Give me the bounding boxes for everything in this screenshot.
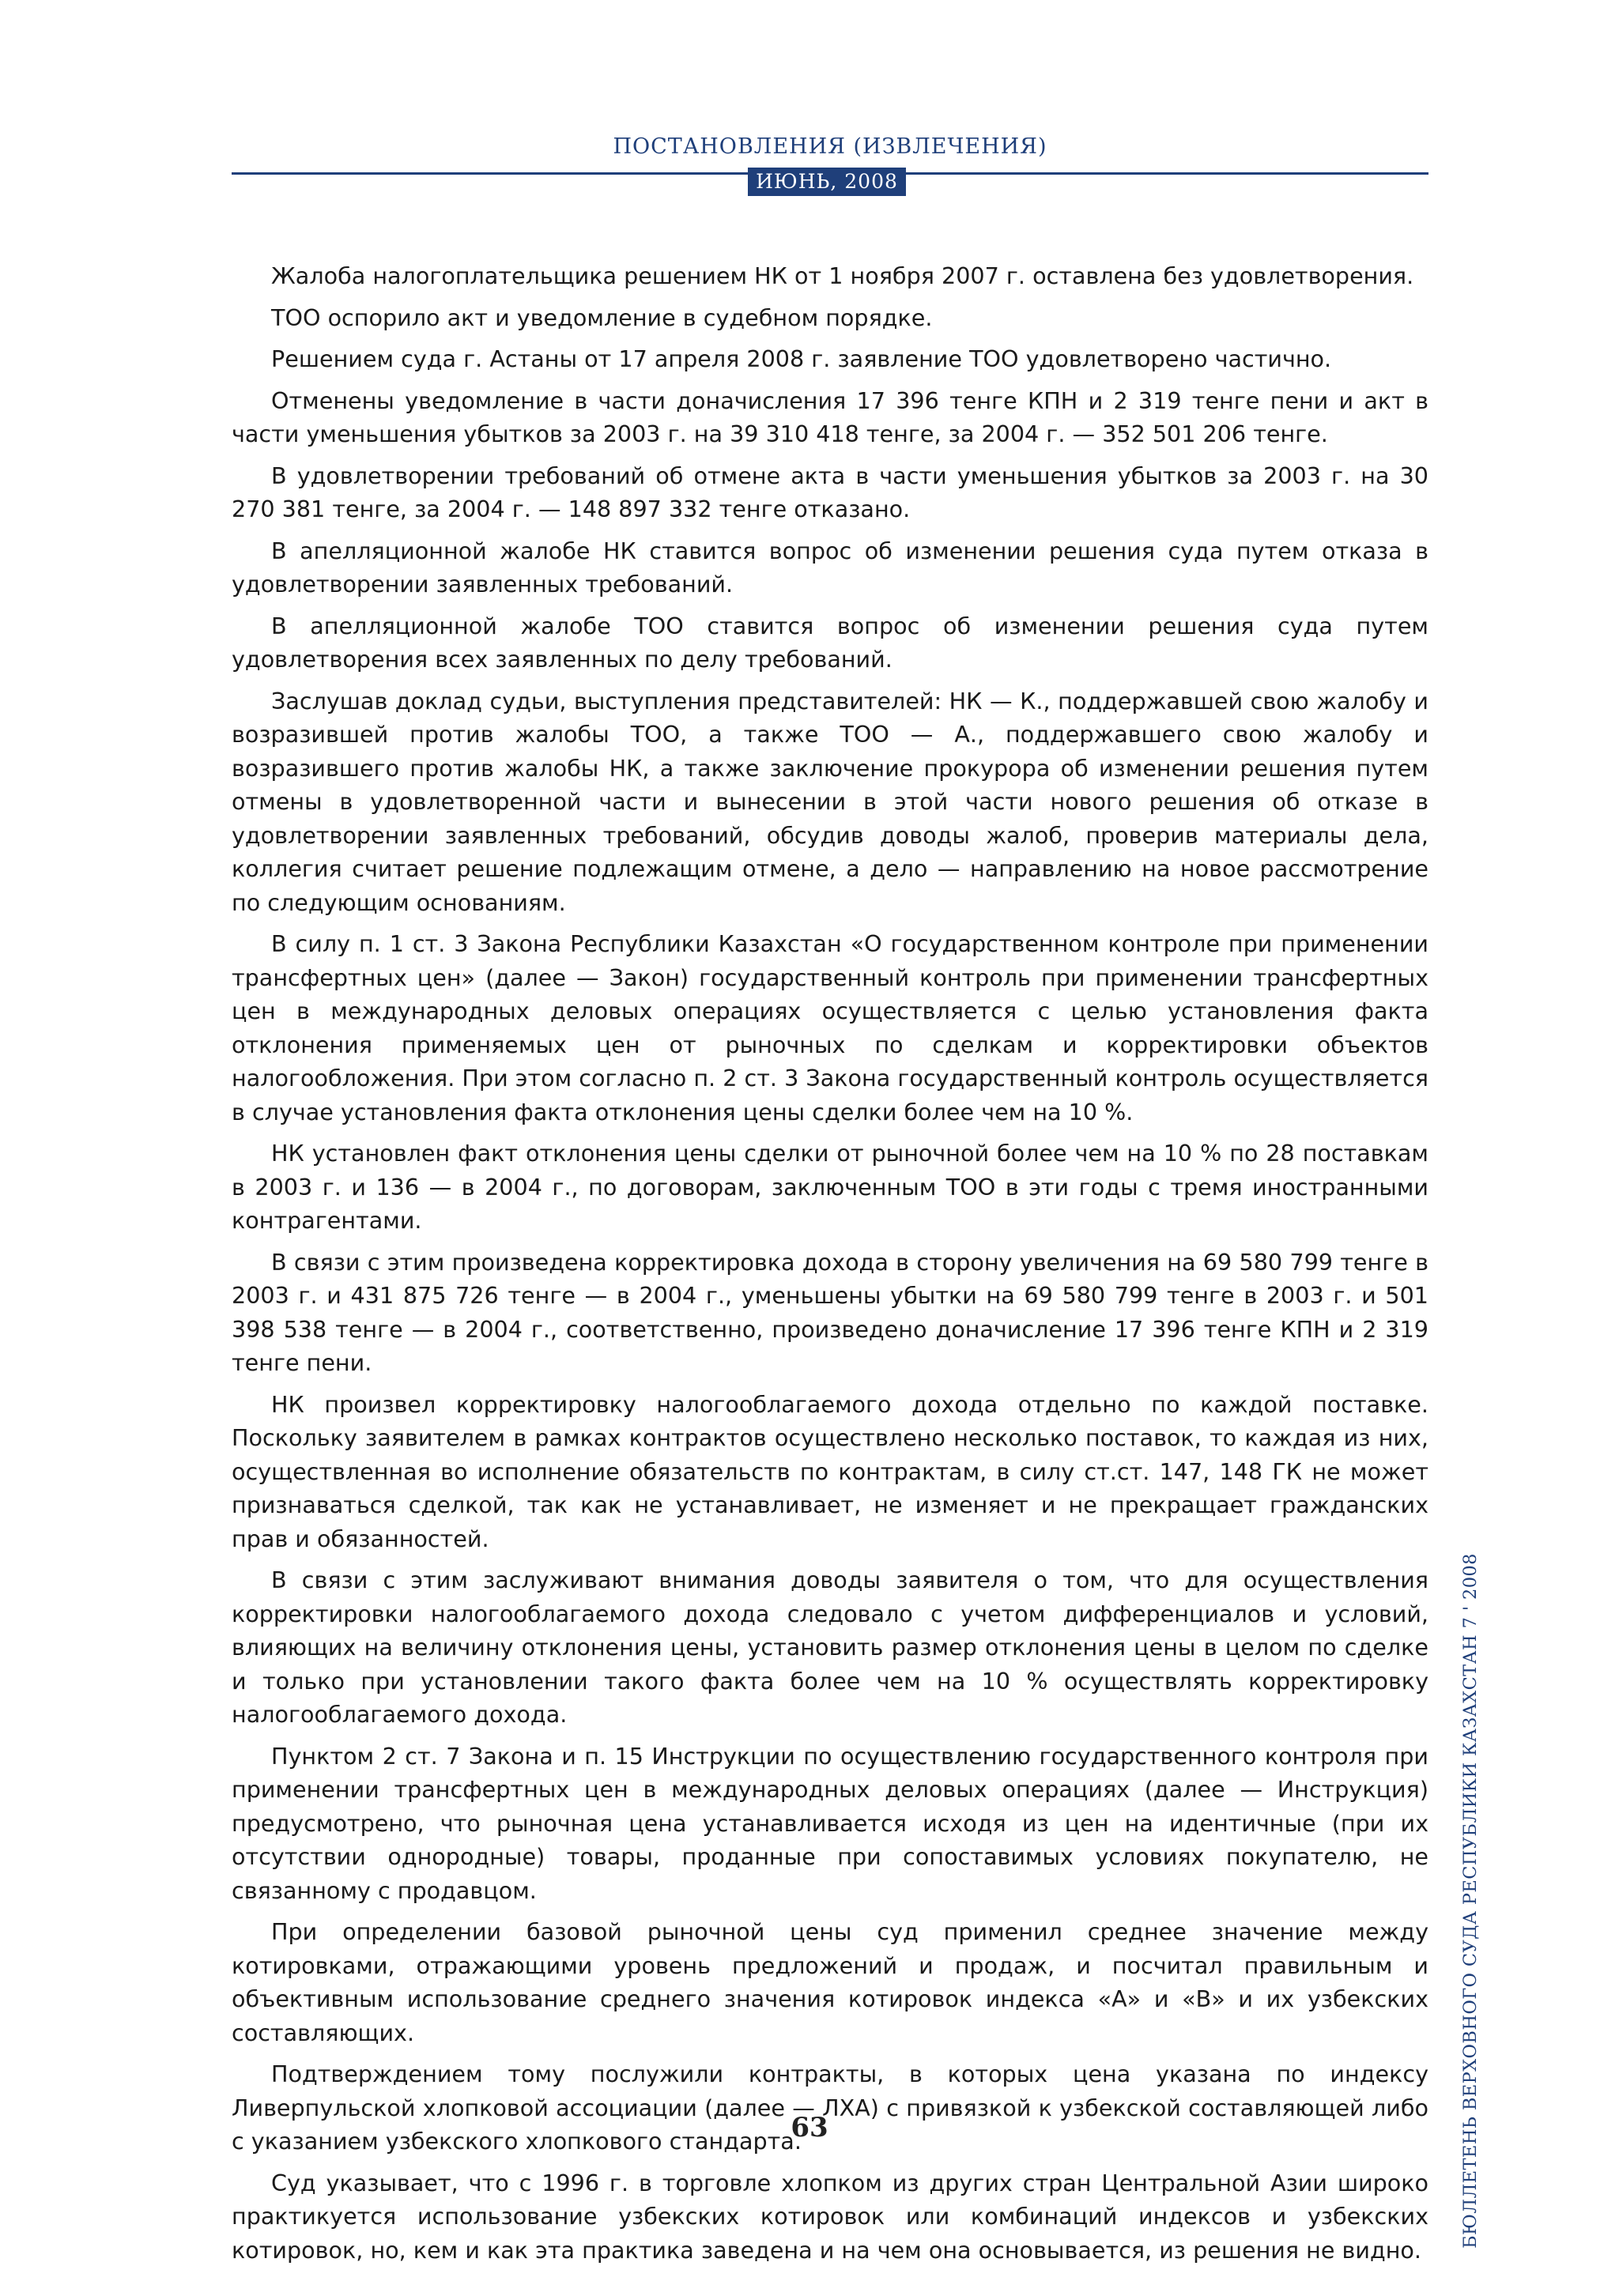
page-number: 63 (791, 2112, 828, 2143)
paragraph: При определении базовой рыночной цены суд применил среднее значение между котировками, отражающими уровень предложений и продаж, и посчитал правильным и объективным использование среднего значения котировок индекса «А» и «В» и их узбекских составляющих. (232, 1918, 1428, 2046)
paragraph: ТОО оспорило акт и уведомление в судебном порядке. (271, 303, 933, 331)
paragraph: В связи с этим произведена корректировка дохода в сторону увеличения на 69 580 799 тенге в 2003 г. и 431 875 726 тенге — в 2004 г., уменьшены убытки на 69 580 799 тенге в 2003 г. и 501 398 538 тенге — в 2004 г., соответственно, произведено доначисление 17 396 тенге КПН и 2 319 тенге пени. (232, 1248, 1428, 1376)
paragraph: В удовлетворении требований об отмене акта в части уменьшения убытков за 2003 г. на 30 270 381 тенге, за 2004 г. — 148 897 332 тенге отказано. (232, 462, 1428, 522)
side-running-title: БЮЛЛЕТЕНЬ ВЕРХОВНОГО СУДА РЕСПУБЛИКИ КАЗАХСТАН 7 ' 2008 (1460, 1553, 1481, 2249)
paragraph: НК установлен факт отклонения цены сделки от рыночной более чем на 10 % по 28 поставкам в 2003 г. и 136 — в 2004 г., по договорам, заключенным ТОО в эти годы с тремя иностранными контрагентами. (232, 1140, 1428, 1234)
paragraph: Подтверждением тому послужили контракты, в которых цена указана по индексу Ливерпульской хлопковой ассоциации (далее — ЛХА) с привязкой к узбекской составляющей либо с указанием узбекского хлопкового стандарта. (232, 2060, 1428, 2155)
paragraph: НК произвел корректировку налогооблагаемого дохода отдельно по каждой поставке. Поскольку заявителем в рамках контрактов осуществлено несколько поставок, то каждая из них, осуществленная во исполнение обязательств по контрактам, в силу ст.ст. 147, 148 ГК не может признаваться сделкой, так как не устанавливает, не изменяет и не прекращает гражданских прав и обязанностей. (232, 1390, 1428, 1552)
paragraph: В связи с этим заслуживают внимания доводы заявителя о том, что для осуществления корректировки налогооблагаемого дохода следовало с учетом дифференциалов и условий, влияющих на величину отклонения цены, установить размер отклонения цены в целом по сделке и только при установлении такого факта более чем на 10 % осуществлять корректировку налогооблагаемого дохода. (232, 1566, 1428, 1728)
paragraph: Заслушав доклад судьи, выступления представителей: НК — К., поддержавшей свою жалобу и возразившей против жалобы ТОО, а также ТОО — А., поддержавшего свою жалобу и возразившего против жалобы НК, а также заключение прокурора об изменении решения путем отмены в удовлетворенной части и вынесении в этой части нового решения об отказе в удовлетворении заявленных требований, обсудив доводы жалоб, проверив материалы дела, коллегия считает решение подлежащим отмене, а дело — направлению на новое рассмотрение по следующим основаниям. (232, 687, 1428, 916)
paragraph: Отменены уведомление в части доначисления 17 396 тенге КПН и 2 319 тенге пени и акт в части уменьшения убытков за 2003 г. на 39 310 418 тенге, за 2004 г. — 352 501 206 тенге. (232, 386, 1428, 447)
body-text (232, 259, 1428, 2275)
paragraph: Пунктом 2 ст. 7 Закона и п. 15 Инструкции по осуществлению государственного контроля при применении трансфертных цен в международных деловых операциях (далее — Инструкция) предусмотрено, что рыночная цена устанавливается исходя из цен на идентичные (при их отсутствии однородные) товары, проданные при сопоставимых условиях покупателю, не связанному с продавцом. (232, 1742, 1428, 1904)
paragraph: Суд указывает, что с 1996 г. в торговле хлопком из других стран Центральной Азии широко практикуется использование узбекских котировок или комбинаций индексов и узбекских котировок, но, кем и как эта практика заведена и на чем она основывается, из решения не видно. (232, 2169, 1428, 2264)
paragraph: В апелляционной жалобе ТОО ставится вопрос об изменении решения суда путем удовлетворения всех заявленных по делу требований. (232, 612, 1428, 673)
paragraph: В силу п. 1 ст. 3 Закона Республики Казахстан «О государственном контроле при применении трансфертных цен» (далее — Закон) государственный контроль при применении трансфертных цен в международных деловых операциях осуществляется с целью установления факта отклонения применяемых цен от рыночных по сделкам и корректировки объектов налогообложения. При этом согласно п. 2 ст. 3 Закона государственный контроль осуществляется в случае установления факта отклонения цены сделки более чем на 10 %. (232, 930, 1428, 1125)
paragraph: Жалоба налогоплательщика решением НК от 1 ноября 2007 г. оставлена без удовлетворения. (271, 262, 1414, 289)
running-header-title: ПОСТАНОВЛЕНИЯ (ИЗВЛЕЧЕНИЯ) (613, 134, 1047, 159)
paragraph: В апелляционной жалобе НК ставится вопрос об изменении решения суда путем отказа в удовлетворении заявленных требований. (232, 537, 1428, 598)
paragraph: Решением суда г. Астаны от 17 апреля 2008 г. заявление ТОО удовлетворено частично. (271, 345, 1332, 372)
header-date-badge: ИЮНЬ, 2008 (748, 168, 906, 196)
